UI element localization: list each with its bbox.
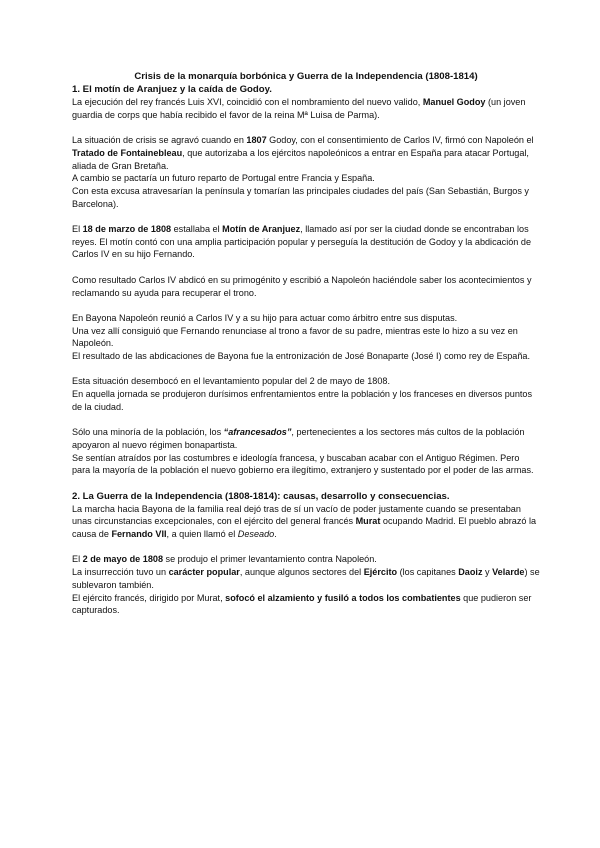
italic-text: Deseado — [237, 529, 275, 540]
text-run: ) se sublevaron también. — [72, 567, 540, 590]
text-run: y — [482, 567, 493, 578]
bold-text: Velarde — [492, 567, 525, 578]
bold-text: Fernando VII — [111, 529, 167, 540]
paragraph-gap — [72, 299, 540, 312]
paragraph-fontainebleau — [72, 134, 540, 172]
text-run: El — [72, 554, 83, 565]
paragraph-line: Con esta excusa atravesarían la península y tomarían las principales ciudades del país (San Sebastián, Burgos y Barcelona). — [72, 185, 529, 209]
paragraph-line: En Bayona Napoleón reunió a Carlos IV y a su hijo para actuar como árbitro entre sus disputas. — [72, 312, 458, 323]
paragraph-godoy — [72, 96, 540, 121]
text-run: (un joven guardia de corps que había recibido el favor de la reina Mª Luisa de Parma). — [72, 97, 526, 120]
text-run: La insurrección tuvo un — [72, 567, 169, 578]
paragraph-line: En aquella jornada se produjeron durísimos enfrentamientos entre la población y los franceses en diversos puntos de la ciudad. — [72, 389, 533, 412]
paragraph-line: El resultado de las abdicaciones de Bayona fue la entronización de José Bonaparte (José I) como rey de España. — [72, 351, 530, 361]
text-run: La situación de crisis se agravó cuando en — [72, 135, 247, 146]
bold-text: 2 de mayo de 1808 — [82, 554, 163, 565]
bold-text: 18 de marzo de 1808 — [82, 224, 172, 234]
text-run: que pudieron ser capturados. — [72, 592, 532, 616]
bold-text: Motín de Aranjuez — [222, 224, 301, 234]
paragraph-afrancesados — [72, 426, 540, 451]
text-run: Godoy, con el consentimiento de Carlos IV, firmó con Napoleón el — [266, 135, 534, 146]
document-title: Crisis de la monarquía borbónica y Guerra de la Independencia (1808-1814) — [134, 71, 478, 82]
paragraph-line: Se sentían atraídos por las costumbres e ideología francesa, y buscaban acabar con el Antiguo Régimen. Pero para la mayoría de la población el nuevo gobierno era ilegítimo, extranjero y sustentado por el poder de las armas. — [72, 452, 534, 476]
text-run: estallaba el — [171, 224, 223, 234]
paragraph-abdication: Como resultado Carlos IV abdicó en su primogénito y escribió a Napoleón haciéndole saber los acontecimientos y reclamando su ayuda para recuperar el trono. — [72, 274, 532, 298]
paragraph-gap — [72, 261, 540, 274]
text-run: , aunque algunos sectores del — [239, 567, 364, 578]
text-run: , a quien llamó el — [166, 529, 238, 540]
bold-text: Tratado de Fontainebleau — [72, 147, 183, 158]
paragraph-line: Una vez allí consiguió que Fernando renunciase al trono a favor de su padre, mientras este lo hizo a su vez en Napoleón. — [72, 325, 518, 349]
text-run: , llamado así por ser la ciudad donde se encontraban los reyes. El motín contó con una amplia participación popular y perseguía la destitución de Godoy y la abdicación de Carlos IV en su hijo Fernando. — [72, 224, 532, 260]
paragraph-insurreccion — [72, 566, 540, 591]
text-run: El — [72, 224, 83, 234]
paragraph-bayona — [72, 503, 540, 541]
text-run: ocupando Madrid. El pueblo abrazó la causa de — [72, 516, 537, 540]
bold-text: 1807 — [246, 135, 267, 146]
text-run: La marcha hacia Bayona de la familia real dejó tras de sí un vacío de poder justamente cuando se presentaban unas circunstancias excepcionales, con el ejército del general francés — [72, 503, 521, 527]
paragraph-dos-de-mayo — [72, 553, 540, 566]
paragraph-line: Esta situación desembocó en el levantamiento popular del 2 de mayo de 1808. — [72, 376, 390, 387]
text-run: (los capitanes — [397, 567, 459, 578]
text-run: La ejecución del rey francés Luis XVI, coincidió con el nombramiento del nuevo valido, — [72, 97, 423, 107]
text-run: Sólo una minoría de la población, los — [72, 427, 224, 438]
paragraph-gap — [72, 121, 540, 134]
paragraph-gap — [72, 477, 540, 490]
text-run: se produjo el primer levantamiento contra Napoleón. — [163, 554, 377, 565]
text-run: . — [274, 529, 277, 540]
paragraph-gap — [72, 541, 540, 554]
bold-text: carácter popular — [168, 567, 240, 578]
paragraph-gap — [72, 363, 540, 376]
section-1-heading: 1. El motín de Aranjuez y la caída de Godoy. — [72, 84, 272, 95]
bold-text: Daoiz — [458, 567, 483, 578]
paragraph-line: A cambio se pactaría un futuro reparto de Portugal entre Francia y España. — [72, 173, 375, 184]
bold-text: Ejército — [363, 567, 398, 578]
text-run: , que autorizaba a los ejércitos napoleónicos a entrar en España para atacar Portugal, aliada de Gran Bretaña. — [72, 147, 529, 171]
paragraph-murat — [72, 592, 540, 617]
bold-italic-text: “afrancesados” — [223, 427, 292, 438]
bold-text: sofocó el alzamiento y fusiló a todos los combatientes — [225, 592, 461, 603]
section-2-heading: 2. La Guerra de la Independencia (1808-1814): causas, desarrollo y consecuencias. — [72, 490, 450, 502]
text-run: El ejército francés, dirigido por Murat, — [72, 592, 226, 603]
paragraph-gap — [72, 414, 540, 427]
bold-text: Murat — [355, 516, 381, 527]
bold-text: Manuel Godoy — [422, 97, 486, 107]
text-run: , pertenecientes a los sectores más cultos de la población apoyaron al nuevo régimen bonapartista. — [72, 427, 525, 450]
paragraph-aranjuez — [72, 223, 540, 261]
paragraph-gap — [72, 210, 540, 223]
